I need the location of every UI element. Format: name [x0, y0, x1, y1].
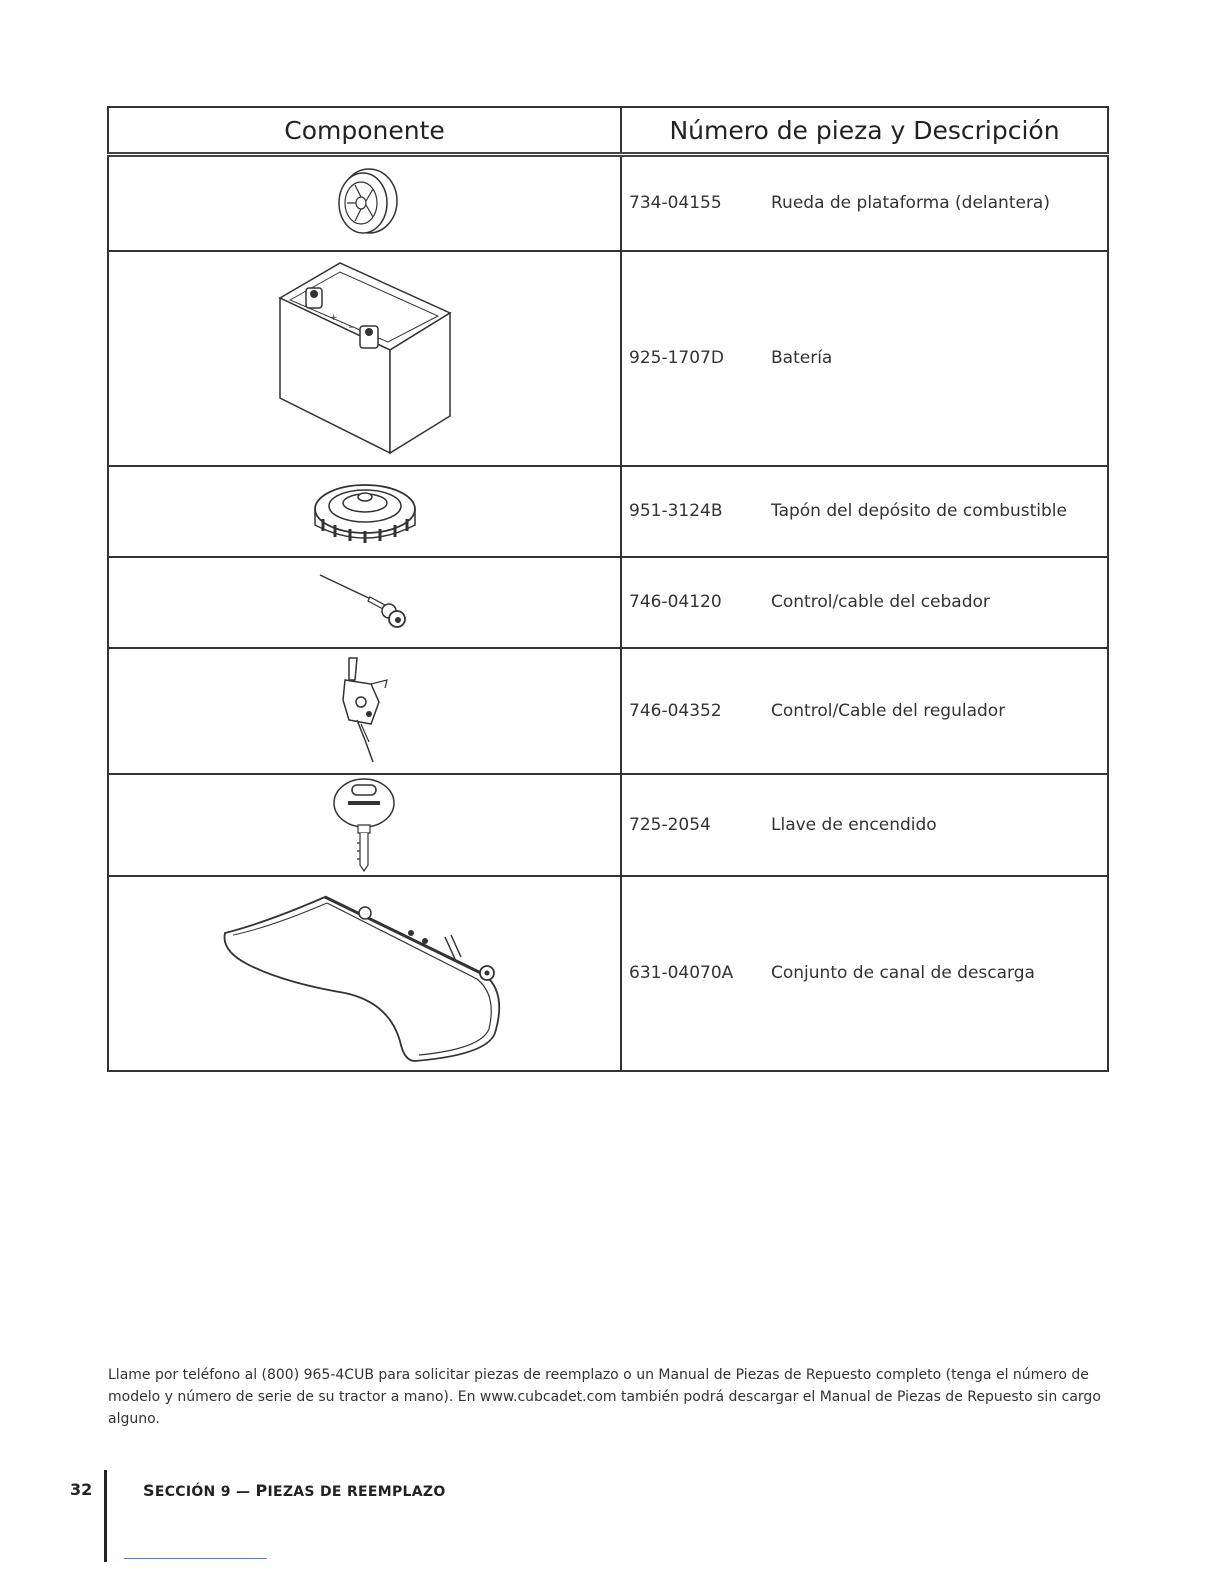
parts-table [107, 106, 1109, 1072]
table-row [108, 155, 1108, 251]
part-description: Llave de encendido [771, 814, 937, 835]
table-row [108, 774, 1108, 876]
part-number: 725-2054 [629, 814, 711, 835]
component-cell [108, 251, 621, 466]
part-description: Control/cable del cebador [771, 592, 990, 612]
fuel-cap-icon [305, 473, 425, 549]
table-header-row [108, 107, 1108, 155]
part-cell [621, 876, 1108, 1071]
table-row [108, 876, 1108, 1071]
section-name-rest: IEZAS DE REEMPLAZO [267, 1484, 446, 1500]
table-row [108, 557, 1108, 648]
component-cell [108, 557, 621, 648]
throttle-cable-icon [335, 654, 395, 768]
discharge-chute-icon [215, 883, 515, 1063]
part-description: Tapón del depósito de combustible [771, 501, 1067, 521]
svg-text:+: + [329, 313, 338, 323]
component-cell [108, 876, 621, 1071]
part-description: Control/Cable del regulador [771, 700, 1006, 721]
section-prefix-rest: ECCIÓN 9 — [154, 1484, 256, 1500]
section-name-initial: P [255, 1481, 268, 1500]
component-cell [108, 774, 621, 876]
part-cell [621, 557, 1108, 648]
table-row [108, 251, 1108, 466]
footer-divider [104, 1470, 107, 1562]
component-cell [108, 155, 621, 251]
part-number: 746-04352 [629, 700, 722, 721]
part-cell [621, 466, 1108, 557]
replacement-parts-note: Llame por teléfono al (800) 965-4CUB para solicitar piezas de reemplazo o un Manual de Piezas de Repuesto completo (tenga el número de modelo y número de serie de su tractor a mano). En www.cubcadet.com también podrá descargar el Manual de Piezas de Repuesto sin cargo alguno. [108, 1367, 1101, 1427]
battery-icon [270, 258, 460, 458]
table-row [108, 466, 1108, 557]
part-number: 925-1707D [629, 348, 724, 368]
header-part-description: Número de pieza y Descripción [621, 107, 1108, 155]
part-number: 746-04120 [629, 592, 722, 612]
part-number: 734-04155 [629, 193, 722, 214]
choke-cable-icon [315, 567, 415, 637]
page-number: 32 [70, 1480, 93, 1499]
part-number: 631-04070A [629, 963, 734, 983]
section-prefix-initial: S [143, 1481, 155, 1500]
part-description: Conjunto de canal de descarga [771, 963, 1035, 983]
deck-wheel-icon [325, 163, 405, 243]
part-number: 951-3124B [629, 501, 723, 521]
part-cell [621, 155, 1108, 251]
header-component: Componente [108, 107, 621, 155]
table-row [108, 648, 1108, 774]
component-cell [108, 648, 621, 774]
component-cell [108, 466, 621, 557]
section-title [143, 1481, 446, 1500]
part-cell [621, 648, 1108, 774]
link-underline [124, 1558, 267, 1559]
svg-text:−: − [347, 323, 356, 333]
part-cell [621, 251, 1108, 466]
part-description: Batería [771, 348, 833, 368]
part-cell [621, 774, 1108, 876]
part-description: Rueda de plataforma (delantera) [771, 193, 1050, 214]
ignition-key-icon [330, 777, 400, 873]
